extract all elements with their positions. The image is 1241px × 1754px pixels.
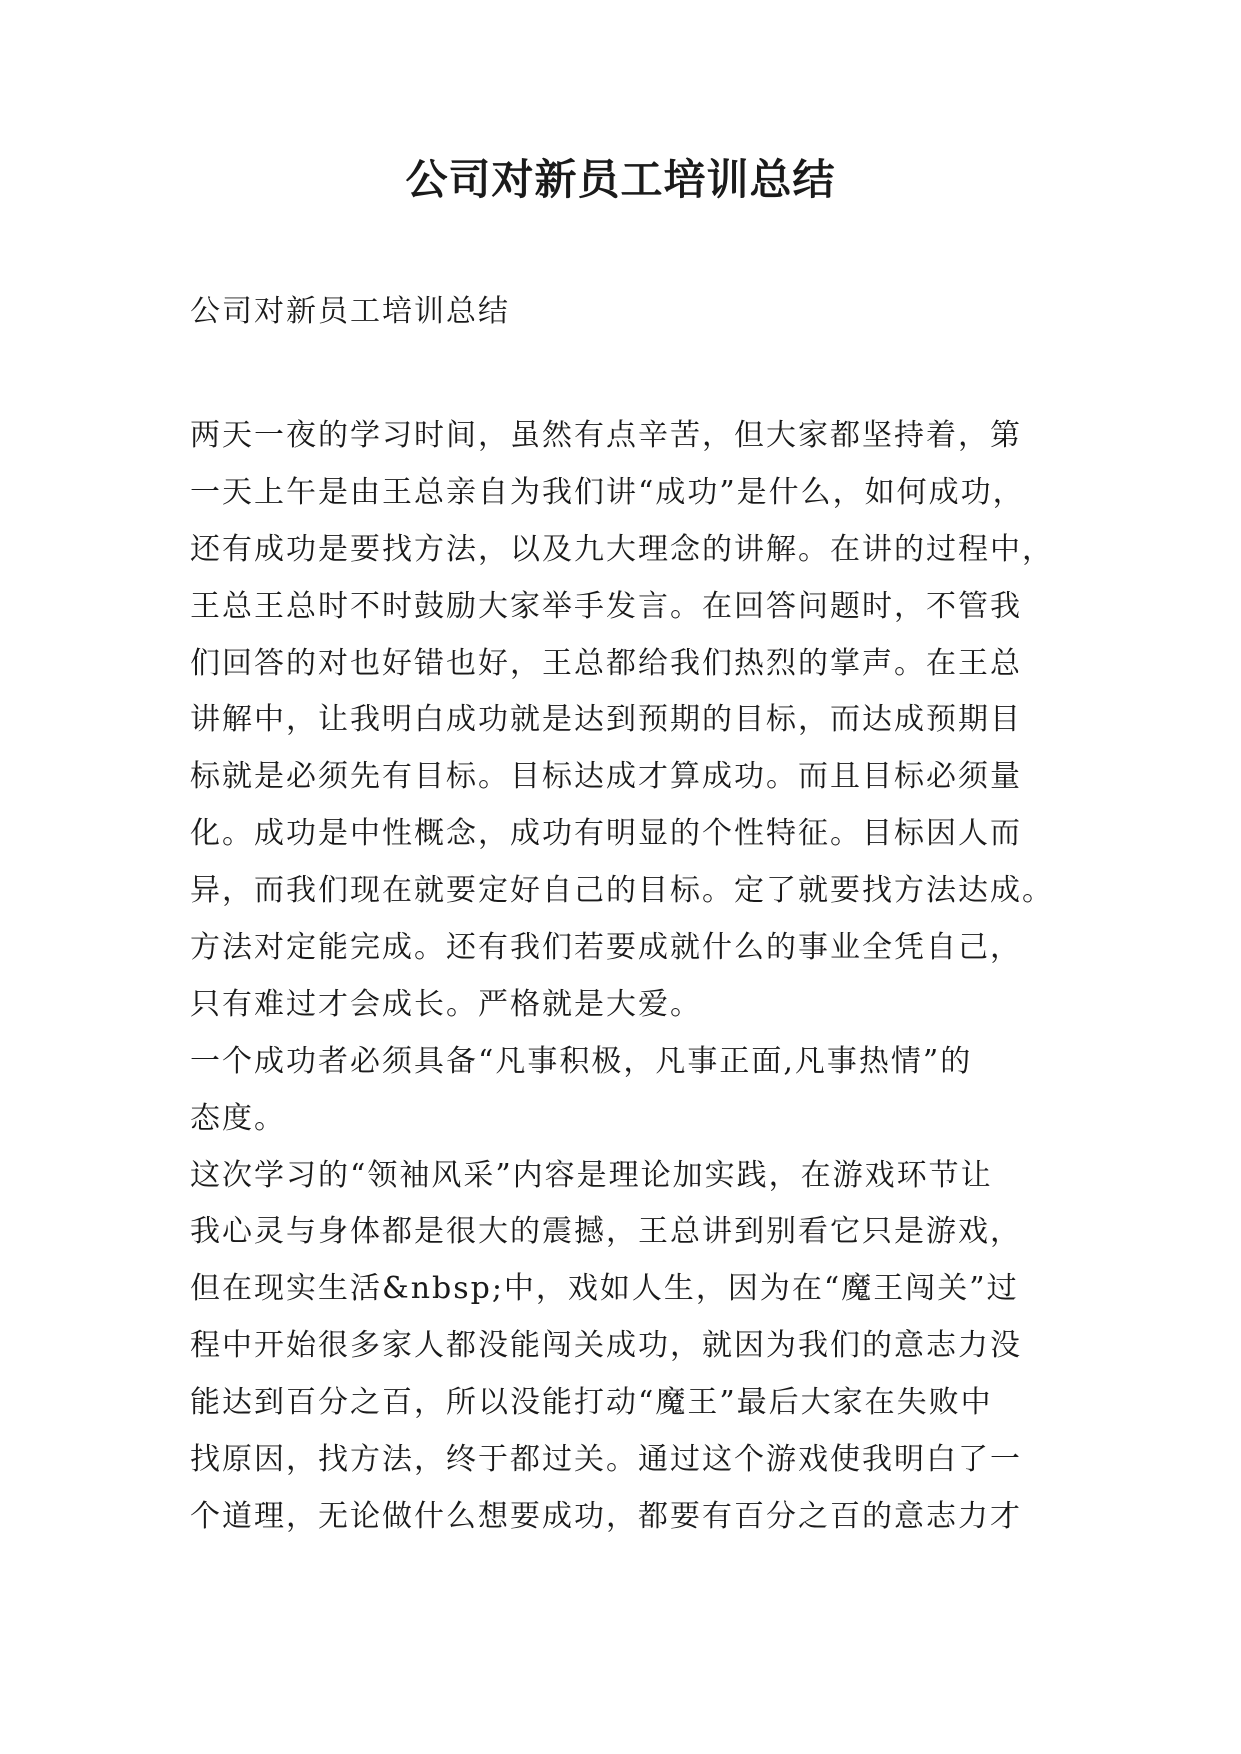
body-line: 异，而我们现在就要定好自己的目标。定了就要找方法达成。 — [190, 873, 1054, 909]
body-line: 两天一夜的学习时间，虽然有点辛苦，但大家都坚持着，第 — [190, 418, 1022, 453]
body-line: 化。成功是中性概念，成功有明显的个性特征。目标因人而 — [190, 816, 1022, 852]
body-line: 这次学习的“领袖风采”内容是理论加实践，在游戏环节让 — [190, 1157, 993, 1193]
document-body — [190, 408, 1070, 1546]
document-subtitle: 公司对新员工培训总结 — [190, 294, 510, 329]
body-line: 我心灵与身体都是很大的震撼，王总讲到别看它只是游戏， — [190, 1214, 1022, 1250]
body-line: 能达到百分之百，所以没能打动“魔王”最后大家在失败中 — [190, 1385, 993, 1421]
body-line: 找原因，找方法，终于都过关。通过这个游戏使我明白了一 — [190, 1442, 1022, 1478]
body-line: 王总王总时不时鼓励大家举手发言。在回答问题时，不管我 — [190, 588, 1022, 624]
body-line: 讲解中，让我明白成功就是达到预期的目标，而达成预期目 — [190, 702, 1022, 738]
body-line: 只有难过才会成长。严格就是大爱。 — [190, 986, 702, 1022]
body-line: 程中开始很多家人都没能闯关成功，就因为我们的意志力没 — [190, 1328, 1022, 1364]
document-title: 公司对新员工培训总结 — [405, 155, 836, 204]
body-line: 态度。 — [190, 1100, 286, 1136]
body-line: 一个成功者必须具备“凡事积极，凡事正面,凡事热情”的 — [190, 1043, 973, 1079]
body-line: 标就是必须先有目标。目标达成才算成功。而且目标必须量 — [190, 759, 1022, 795]
body-line: 们回答的对也好错也好，王总都给我们热烈的掌声。在王总 — [190, 645, 1022, 681]
body-line: 方法对定能完成。还有我们若要成就什么的事业全凭自己， — [190, 930, 1022, 966]
body-line: 一天上午是由王总亲自为我们讲“成功”是什么，如何成功， — [190, 474, 1025, 510]
body-line: 还有成功是要找方法，以及九大理念的讲解。在讲的过程中， — [190, 531, 1054, 567]
body-line: 个道理，无论做什么想要成功，都要有百分之百的意志力才 — [190, 1498, 1022, 1534]
body-line: 但在现实生活&nbsp;中，戏如人生，因为在“魔王闯关”过 — [190, 1271, 1019, 1307]
